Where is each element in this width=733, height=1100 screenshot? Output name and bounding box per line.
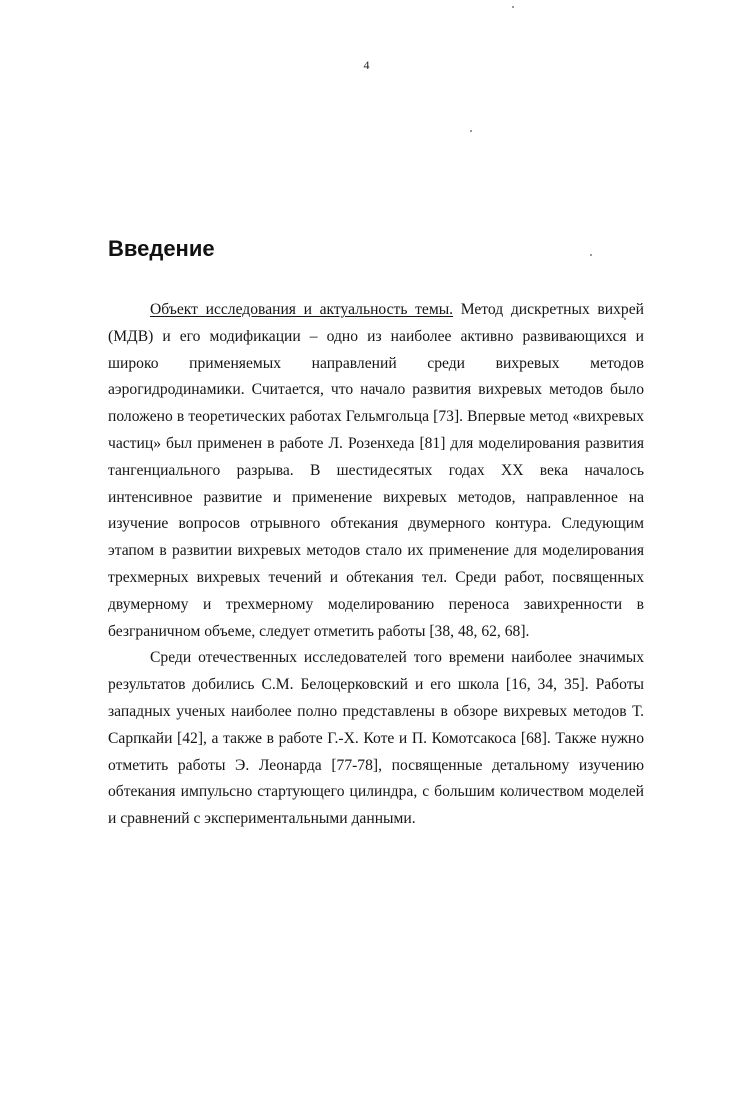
scan-speck	[590, 254, 592, 256]
paragraph-text: Среди отечественных исследователей того времени наиболее значимых результатов добились С.М. Белоцерковский и его школа [16, 34, 35]. Работы западных ученых наиболее полно представлены в обзоре вихревых методов Т. Сарпкайи [42], а также в работе Г.-Х. Коте и П. Комотсакоса [68]. Также нужно отметить работы Э. Леонарда [77-78], посвященные детальному изучению обтекания импульсно стартующего цилиндра, с большим количеством моделей и сравнений с экспериментальными данными.	[108, 649, 644, 828]
page-number: 4	[363, 58, 370, 72]
paragraph-object-of-study	[108, 297, 644, 645]
section-heading: Введение	[108, 236, 215, 261]
scan-speck	[512, 6, 514, 8]
scan-speck	[470, 130, 472, 132]
paragraph-text: Метод дискретных вихрей (МДВ) и его модификации – одно из наиболее активно развивающихся и широко применяемых направлений среди вихревых методов аэрогидродинамики. Считается, что начало развития вихревых методов было положено в теоретических работах Гельмгольца [73]. Впервые метод «вихревых частиц» был применен в работе Л. Розенхеда [81] для моделирования развития тангенциального разрыва. В шестидесятых годах XX века началось интенсивное развитие и применение вихревых методов, направленное на изучение вопросов отрывного обтекания двумерного контура. Следующим этапом в развитии вихревых методов стало их применение для моделирования трехмерных вихревых течений и обтекания тел. Среди работ, посвященных двумерному и трехмерному моделированию переноса завихренности в безграничном объеме, следует отметить работы [38, 48, 62, 68].	[108, 301, 644, 640]
body-text	[108, 297, 644, 833]
paragraph-lead-underlined: Объект исследования и актуальность темы.	[150, 301, 454, 318]
paragraph-domestic-research	[108, 645, 644, 833]
